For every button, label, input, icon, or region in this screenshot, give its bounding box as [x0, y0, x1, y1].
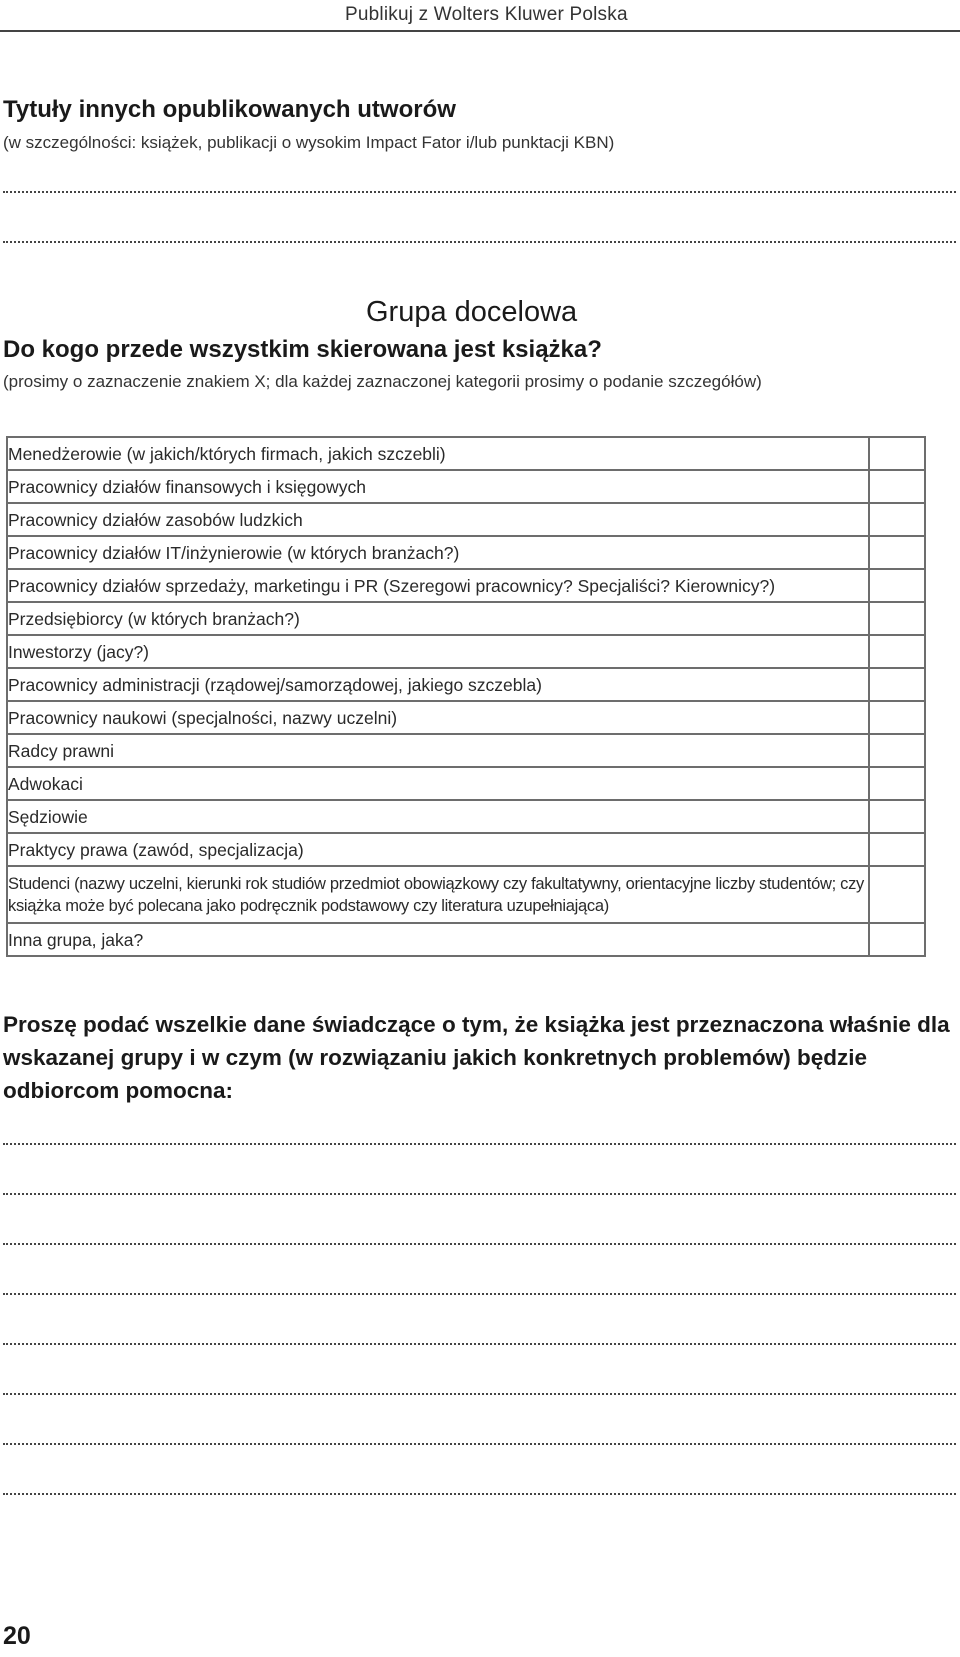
table-row [7, 923, 925, 956]
answer-line[interactable] [3, 191, 956, 193]
category-label: Praktycy prawa (zawód, specjalizacja) [7, 833, 869, 866]
answer-line[interactable] [3, 1393, 956, 1395]
category-label: Przedsiębiorcy (w których branżach?) [7, 602, 869, 635]
table-row [7, 734, 925, 767]
section-title: Grupa docelowa [366, 296, 578, 328]
category-label: Pracownicy działów finansowych i księgowych [7, 470, 869, 503]
other-works-heading: Tytuły innych opublikowanych utworów [3, 96, 456, 123]
checkbox[interactable] [869, 800, 925, 833]
answer-line[interactable] [3, 1193, 956, 1195]
checkbox[interactable] [869, 635, 925, 668]
checkbox[interactable] [869, 701, 925, 734]
table-row [7, 437, 925, 470]
checkbox[interactable] [869, 437, 925, 470]
target-instruction: (prosimy o zaznaczenie znakiem X; dla każdej zaznaczonej kategorii prosimy o podanie szczegółów) [3, 372, 762, 391]
checkbox[interactable] [869, 569, 925, 602]
answer-line[interactable] [3, 1293, 956, 1295]
category-label: Pracownicy naukowi (specjalności, nazwy uczelni) [7, 701, 869, 734]
category-table [6, 436, 926, 957]
target-question: Do kogo przede wszystkim skierowana jest książka? [3, 336, 602, 363]
checkbox[interactable] [869, 923, 925, 956]
category-label: Pracownicy działów IT/inżynierowie (w których branżach?) [7, 536, 869, 569]
table-row [7, 668, 925, 701]
checkbox[interactable] [869, 536, 925, 569]
answer-line[interactable] [3, 1443, 956, 1445]
category-label: Inwestorzy (jacy?) [7, 635, 869, 668]
other-works-note: (w szczególności: książek, publikacji o wysokim Impact Fator i/lub punktacji KBN) [3, 133, 615, 152]
running-title: Publikuj z Wolters Kluwer Polska [345, 4, 628, 25]
table-row [7, 635, 925, 668]
category-label: Radcy prawni [7, 734, 869, 767]
table-row [7, 866, 925, 923]
page-header [0, 0, 960, 32]
category-label: Sędziowie [7, 800, 869, 833]
table-row [7, 470, 925, 503]
category-label: Pracownicy działów sprzedaży, marketingu i PR (Szeregowi pracownicy? Specjaliści? Kierownicy?) [7, 569, 869, 602]
checkbox[interactable] [869, 503, 925, 536]
answer-line[interactable] [3, 1143, 956, 1145]
checkbox[interactable] [869, 668, 925, 701]
table-row [7, 569, 925, 602]
table-row [7, 701, 925, 734]
evidence-question: Proszę podać wszelkie dane świadczące o tym, że książka jest przeznaczona właśnie dla wskazanej grupy i w czym (w rozwiązaniu jakich konkretnych problemów) będzie odbiorcom pomocna: [3, 1012, 950, 1103]
checkbox[interactable] [869, 833, 925, 866]
category-label: Pracownicy działów zasobów ludzkich [7, 503, 869, 536]
category-label: Menedżerowie (w jakich/których firmach, jakich szczebli) [7, 437, 869, 470]
category-label: Inna grupa, jaka? [7, 923, 869, 956]
answer-line[interactable] [3, 1343, 956, 1345]
answer-line[interactable] [3, 1243, 956, 1245]
category-label: Studenci (nazwy uczelni, kierunki rok studiów przedmiot obowiązkowy czy fakultatywny, orientacyjne liczby studentów; czy książka może być polecana jako podręcznik podstawowy czy literatura uzupełniająca) [7, 866, 869, 923]
checkbox[interactable] [869, 602, 925, 635]
checkbox[interactable] [869, 866, 925, 923]
checkbox[interactable] [869, 767, 925, 800]
checkbox[interactable] [869, 734, 925, 767]
category-label: Pracownicy administracji (rządowej/samorządowej, jakiego szczebla) [7, 668, 869, 701]
table-row [7, 536, 925, 569]
page-number: 20 [3, 1622, 31, 1650]
category-label: Adwokaci [7, 767, 869, 800]
answer-line[interactable] [3, 241, 956, 243]
table-row [7, 767, 925, 800]
table-row [7, 503, 925, 536]
table-row [7, 602, 925, 635]
table-row [7, 800, 925, 833]
checkbox[interactable] [869, 470, 925, 503]
answer-line[interactable] [3, 1493, 956, 1495]
table-row [7, 833, 925, 866]
